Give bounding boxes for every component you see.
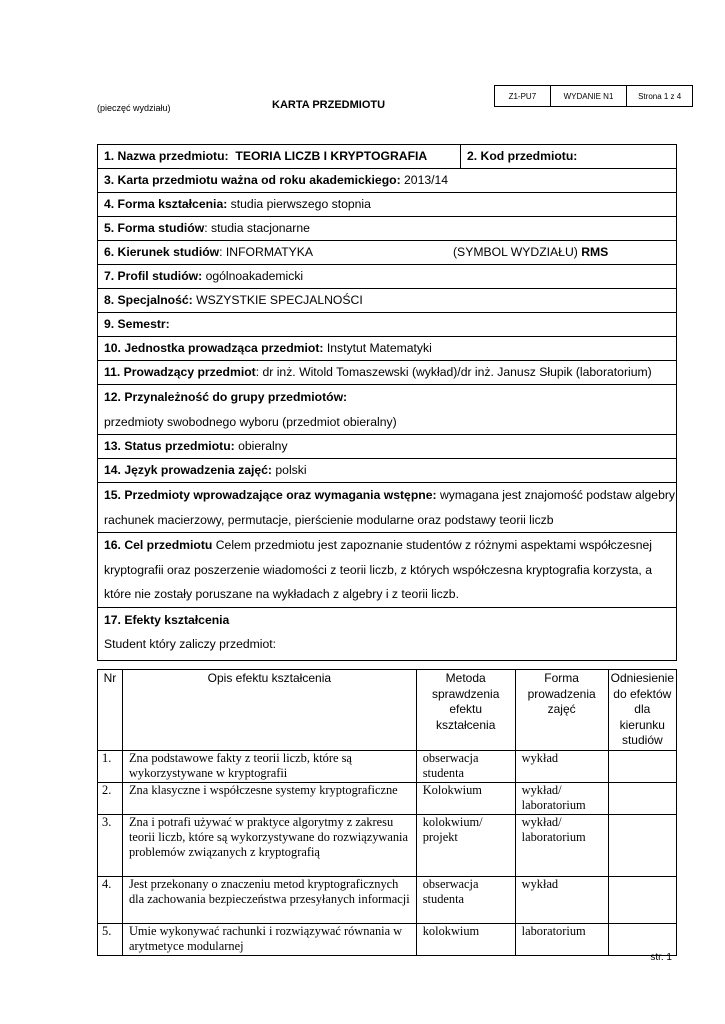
row-prerequisites bbox=[98, 483, 677, 533]
faculty-symbol-label: (SYMBOL WYDZIAŁU) bbox=[453, 245, 578, 259]
course-name-value: TEORIA LICZB I KRYPTOGRAFIA bbox=[235, 149, 428, 163]
course-code-label: 2. Kod przedmiotu: bbox=[467, 149, 578, 163]
course-group-value: przedmioty swobodnego wyboru (przedmiot obieralny) bbox=[104, 414, 397, 429]
row-reference bbox=[608, 750, 676, 782]
col-header-method: Metoda sprawdzenia efektu kształcenia bbox=[416, 670, 515, 751]
row-nr: 3. bbox=[98, 814, 123, 876]
row-education-form bbox=[98, 193, 677, 217]
course-goal-value-3: które nie zostały poruszane na wykładach z algebry i z teorii liczb. bbox=[104, 587, 459, 601]
education-form-value: studia pierwszego stopnia bbox=[230, 197, 371, 211]
semester-label: 9. Semestr: bbox=[104, 317, 170, 331]
row-valid-from bbox=[98, 169, 677, 193]
row-reference bbox=[608, 814, 676, 876]
education-form-label: 4. Forma kształcenia: bbox=[104, 197, 228, 211]
prerequisites-label: 15. Przedmioty wprowadzające oraz wymagania wstępne: bbox=[104, 488, 437, 502]
row-form: wykład bbox=[515, 876, 608, 923]
page-number: str. 1 bbox=[650, 952, 672, 963]
document-code-box bbox=[494, 85, 693, 107]
table-row bbox=[98, 876, 677, 923]
teaching-unit-label: 10. Jednostka prowadząca przedmiot: bbox=[104, 341, 324, 355]
row-form: wykład/ laboratorium bbox=[515, 782, 608, 814]
row-learning-outcomes bbox=[98, 607, 677, 660]
course-status-value: obieralny bbox=[238, 439, 288, 453]
row-reference bbox=[608, 876, 676, 923]
table-row bbox=[98, 782, 677, 814]
row-nr: 4. bbox=[98, 876, 123, 923]
specialization-value: WSZYSTKIE SPECJALNOŚCI bbox=[196, 293, 363, 307]
faculty-stamp-label: (pieczęć wydziału) bbox=[97, 103, 171, 113]
outcomes-header-row bbox=[98, 670, 677, 751]
course-goal-value-1: Celem przedmiotu jest zapoznanie studentów z różnymi aspektami współczesnej bbox=[215, 538, 652, 552]
row-method: kolokwium/ projekt bbox=[416, 814, 515, 876]
row-language bbox=[98, 459, 677, 483]
row-nr: 2. bbox=[98, 782, 123, 814]
row-description: Jest przekonany o znaczeniu metod kryptograficznych dla zachowania bezpieczeństwa przesyłanych informacji bbox=[122, 876, 416, 923]
row-field-of-study bbox=[98, 241, 677, 265]
course-goal-value-2: kryptografii oraz poszerzenie wiadomości z teorii liczb, z których współczesna kryptografia korzysta, a bbox=[104, 562, 652, 577]
faculty-symbol-value: RMS bbox=[581, 245, 609, 259]
lecturer-label: 11. Prowadzący przedmiot bbox=[104, 365, 256, 379]
study-profile-label: 7. Profil studiów: bbox=[104, 269, 203, 283]
row-specialization bbox=[98, 289, 677, 313]
prerequisites-value-1: wymagana jest znajomość podstaw algebry bbox=[439, 488, 676, 502]
valid-from-value: 2013/14 bbox=[404, 173, 449, 187]
page-title: KARTA PRZEDMIOTU bbox=[272, 99, 386, 111]
study-form-value: : studia stacjonarne bbox=[204, 221, 310, 235]
col-header-description: Opis efektu kształcenia bbox=[122, 670, 416, 751]
row-study-profile bbox=[98, 265, 677, 289]
row-course-goal bbox=[98, 533, 677, 608]
learning-outcomes-intro: Student który zaliczy przedmiot: bbox=[104, 637, 277, 651]
row-reference bbox=[608, 782, 676, 814]
field-of-study-value: : INFORMATYKA bbox=[219, 245, 314, 259]
row-description: Zna klasyczne i współczesne systemy kryptograficzne bbox=[122, 782, 416, 814]
course-card-table bbox=[97, 144, 677, 661]
learning-outcomes-table bbox=[97, 669, 677, 956]
course-goal-label: 16. Cel przedmiotu bbox=[104, 538, 213, 552]
row-method: kolokwium bbox=[416, 923, 515, 955]
table-row bbox=[98, 750, 677, 782]
prerequisites-value-2: rachunek macierzowy, permutacje, pierścienie modularne oraz podstawy teorii liczb bbox=[104, 512, 554, 527]
col-header-reference: Odniesienie do efektów dla kierunku studiów bbox=[608, 670, 676, 751]
table-row bbox=[98, 814, 677, 876]
valid-from-label: 3. Karta przedmiotu ważna od roku akademickiego: bbox=[104, 173, 401, 187]
row-description: Umie wykonywać rachunki i rozwiązywać równania w arytmetyce modularnej bbox=[122, 923, 416, 955]
row-teaching-unit bbox=[98, 337, 677, 361]
course-name-label: 1. Nazwa przedmiotu: bbox=[104, 149, 229, 163]
teaching-unit-value: Instytut Matematyki bbox=[326, 341, 432, 355]
doc-page: Strona 1 z 4 bbox=[638, 91, 682, 101]
row-method: obserwacja studenta bbox=[416, 750, 515, 782]
row-study-form bbox=[98, 217, 677, 241]
row-semester bbox=[98, 313, 677, 337]
row-nr: 5. bbox=[98, 923, 123, 955]
specialization-label: 8. Specjalność: bbox=[104, 293, 193, 307]
col-header-nr: Nr bbox=[98, 670, 123, 751]
course-status-label: 13. Status przedmiotu: bbox=[104, 439, 235, 453]
row-form: wykład bbox=[515, 750, 608, 782]
study-form-label: 5. Forma studiów bbox=[104, 221, 205, 235]
row-lecturer bbox=[98, 361, 677, 385]
faculty-symbol bbox=[453, 241, 608, 264]
doc-edition: WYDANIE N1 bbox=[551, 86, 628, 106]
learning-outcomes-label: 17. Efekty kształcenia bbox=[104, 612, 230, 627]
row-description: Zna i potrafi używać w praktyce algorytmy z zakresu teorii liczb, które są wykorzystywane do rozwiązywania problemów związanych z kryptografią bbox=[122, 814, 416, 876]
lecturer-value: : dr inż. Witold Tomaszewski (wykład)/dr inż. Janusz Słupik (laboratorium) bbox=[255, 365, 652, 379]
col-header-form: Forma prowadzenia zajęć bbox=[515, 670, 608, 751]
course-group-label: 12. Przynależność do grupy przedmiotów: bbox=[104, 390, 348, 404]
study-profile-value: ogólnoakademicki bbox=[205, 269, 304, 283]
row-method: Kolokwium bbox=[416, 782, 515, 814]
language-label: 14. Język prowadzenia zajęć: bbox=[104, 463, 272, 477]
row-course-name bbox=[98, 145, 677, 169]
row-nr: 1. bbox=[98, 750, 123, 782]
row-reference bbox=[608, 923, 676, 955]
language-value: polski bbox=[275, 463, 307, 477]
row-course-status bbox=[98, 435, 677, 459]
row-form: laboratorium bbox=[515, 923, 608, 955]
row-course-group bbox=[98, 385, 677, 435]
row-method: obserwacja studenta bbox=[416, 876, 515, 923]
field-of-study-label: 6. Kierunek studiów bbox=[104, 245, 220, 259]
table-row bbox=[98, 923, 677, 955]
row-form: wykład/ laboratorium bbox=[515, 814, 608, 876]
row-description: Zna podstawowe fakty z teorii liczb, które są wykorzystywane w kryptografii bbox=[122, 750, 416, 782]
doc-code: Z1-PU7 bbox=[495, 86, 551, 106]
